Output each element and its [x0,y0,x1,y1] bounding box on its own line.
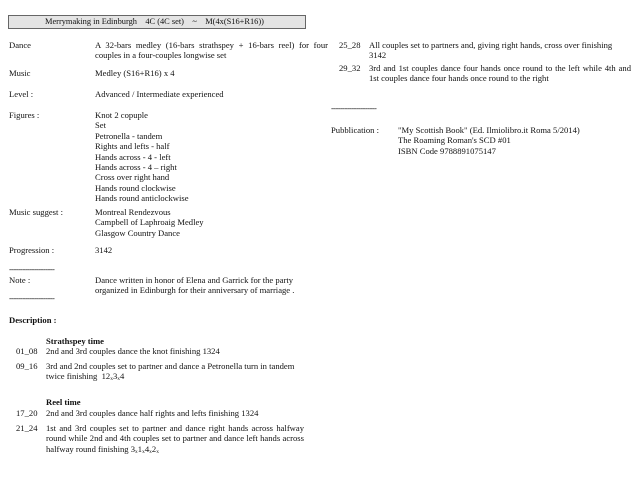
strathspey-heading: Strathspey time [46,336,104,346]
publication-details [398,125,580,156]
step-bars: 25_28 [339,40,361,50]
step-finish: $3_x1_x4_x2_x$ [130,443,159,455]
figures-list [95,110,189,204]
figure-item: Petronella - tandem [95,130,163,141]
figure-item: Hands round clockwise [95,182,176,193]
description-heading: Description : [9,315,57,325]
figure-item: Cross over right hand [95,172,170,183]
publication-line: The Roaming Roman's SCD #01 [398,135,511,146]
step-finish: $12_x3_x4$ [101,371,125,383]
music-suggest-label: Music suggest : [9,207,63,217]
dance-label: Dance [9,40,31,50]
music-suggest-item: Montreal Rendezvous [95,207,171,217]
step-text: 2nd and 3rd couples dance half rights and lefts finishing 1324 [46,408,259,418]
step-text: 3rd and 2nd couples set to partner and dance a Petronella turn in tandem twice finishing [46,361,295,382]
figure-item: Set [95,120,106,131]
step-bars: 09_16 [16,361,38,371]
step-text-block [46,361,304,382]
figures-label: Figures : [9,110,40,120]
note-label: Note : [9,275,31,285]
publication-label: Pubblication : [331,125,379,135]
figure-item: Rights and lefts - half [95,141,170,152]
level-label: Level : [9,89,34,99]
step-bars: 29_32 [339,63,361,73]
progression-label: Progression : [9,245,55,255]
publication-line: "My Scottish Book" (Ed. Ilmiolibro.it Roma 5/2014) [398,125,580,135]
step-bars: 21_24 [16,423,38,433]
figure-item: Hands across - 4 – right [95,162,177,173]
progression-value: 3142 [95,245,113,255]
step-bars: 17_20 [16,408,38,418]
note-value: Dance written in honor of Elena and Garrick for the party organized in Edinburgh for their anniversary of marriage . [95,275,295,296]
step-text: 2nd and 3rd couples dance the knot finishing 1324 [46,346,220,356]
dance-title: Merrymaking in Edinburgh 4C (4C set) ~ M(4x(S16+R16)) [45,17,264,26]
step-text: 3rd and 1st couples dance four hands once round to the left while 4th and 1st couples dance four hands once round to the right [369,63,631,84]
publication-separator: -------------------- [331,103,377,113]
note-separator-bottom: -------------------- [9,293,55,303]
note-separator-top: -------------------- [9,264,55,274]
figure-item: Hands across - 4 - left [95,151,171,162]
figure-item: Hands round anticlockwise [95,193,189,204]
step-text-block [46,423,304,454]
music-suggest-item: Campbell of Laphroaig Medley [95,217,204,228]
publication-line: ISBN Code 9788891075147 [398,145,496,156]
reel-heading: Reel time [46,397,81,407]
step-text: 1st and 3rd couples set to partner and dance right hands across halfway round while 2nd and 4th couples set to partner and dance left hands across halfway round finishing [46,423,304,454]
dance-title-bar [8,15,306,29]
step-text: All couples set to partners and, giving right hands, cross over finishing 3142 [369,40,613,61]
music-value: Medley (S16+R16) x 4 [95,68,175,78]
figure-item: Knot 2 copuple [95,110,148,120]
step-bars: 01_08 [16,346,38,356]
music-label: Music [9,68,31,78]
dance-value: A 32-bars medley (16-bars strathspey + 16-bars reel) for four couples in a four-couples longwise set [95,40,328,61]
level-value: Advanced / Intermediate experienced [95,89,224,99]
music-suggest-list [95,207,204,238]
music-suggest-item: Glasgow Country Dance [95,227,180,238]
